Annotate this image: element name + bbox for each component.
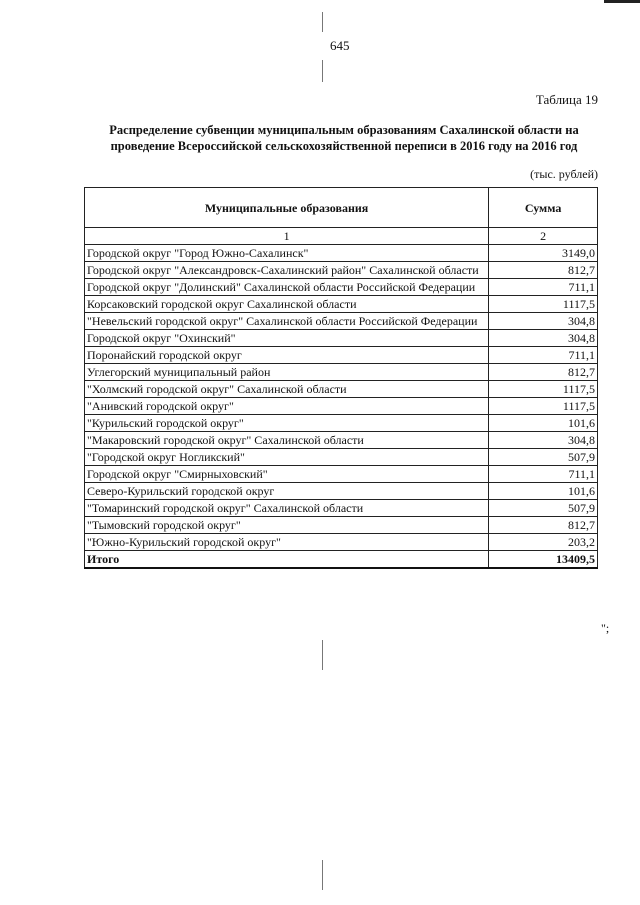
table-row xyxy=(85,381,598,398)
amount-value: 507,9 xyxy=(489,449,598,466)
amount-value: 711,1 xyxy=(489,347,598,364)
amount-value: 1117,5 xyxy=(489,296,598,313)
municipality-name: Северо-Курильский городской округ xyxy=(85,483,489,500)
table-row xyxy=(85,296,598,313)
table-header-row xyxy=(85,188,598,228)
municipality-name: Городской округ "Долинский" Сахалинской области Российской Федерации xyxy=(85,279,489,296)
document-title xyxy=(84,122,604,154)
table-row xyxy=(85,500,598,517)
table-body xyxy=(85,245,598,551)
total-row xyxy=(85,551,598,569)
amount-value: 304,8 xyxy=(489,313,598,330)
total-amount: 13409,5 xyxy=(489,551,598,569)
amount-value: 304,8 xyxy=(489,432,598,449)
table-row xyxy=(85,245,598,262)
table-row xyxy=(85,330,598,347)
column-number-1: 1 xyxy=(85,228,489,245)
page-number: 645 xyxy=(330,38,350,53)
header-municipalities: Муниципальные образования xyxy=(85,188,489,228)
amount-value: 812,7 xyxy=(489,364,598,381)
scan-artifact-line xyxy=(322,60,323,82)
total-label: Итого xyxy=(85,551,489,569)
municipality-name: Городской округ "Смирныховский" xyxy=(85,466,489,483)
table-row xyxy=(85,313,598,330)
table-row xyxy=(85,347,598,364)
amount-value: 1117,5 xyxy=(489,398,598,415)
table-row xyxy=(85,279,598,296)
header-amount: Сумма xyxy=(489,188,598,228)
table-row xyxy=(85,534,598,551)
municipality-name: Городской округ "Город Южно-Сахалинск" xyxy=(85,245,489,262)
column-number-2: 2 xyxy=(489,228,598,245)
scan-corner-mark xyxy=(604,0,640,3)
table-row xyxy=(85,466,598,483)
table-row xyxy=(85,517,598,534)
amount-value: 507,9 xyxy=(489,500,598,517)
table-row xyxy=(85,398,598,415)
amount-value: 1117,5 xyxy=(489,381,598,398)
amount-value: 101,6 xyxy=(489,415,598,432)
municipality-name: "Холмский городской округ" Сахалинской области xyxy=(85,381,489,398)
table-row xyxy=(85,432,598,449)
amount-value: 812,7 xyxy=(489,262,598,279)
municipality-name: "Курильский городской округ" xyxy=(85,415,489,432)
amount-value: 304,8 xyxy=(489,330,598,347)
municipality-name: Городской округ "Александровск-Сахалинский район" Сахалинской области xyxy=(85,262,489,279)
amount-value: 203,2 xyxy=(489,534,598,551)
municipality-name: Корсаковский городской округ Сахалинской области xyxy=(85,296,489,313)
scan-artifact-line xyxy=(322,860,323,890)
subvention-table xyxy=(84,187,598,569)
table-row xyxy=(85,415,598,432)
amount-value: 101,6 xyxy=(489,483,598,500)
municipality-name: Углегорский муниципальный район xyxy=(85,364,489,381)
scan-artifact-line xyxy=(322,12,323,32)
municipality-name: "Городской округ Ногликский" xyxy=(85,449,489,466)
table-label: Таблица 19 xyxy=(535,92,598,107)
scan-artifact-line xyxy=(322,640,323,670)
municipality-name: "Макаровский городской округ" Сахалинской области xyxy=(85,432,489,449)
municipality-name: "Томаринский городской округ" Сахалинской области xyxy=(85,500,489,517)
municipality-name: "Невельский городской округ" Сахалинской области Российской Федерации xyxy=(85,313,489,330)
trailing-quote-mark: "; xyxy=(601,621,610,635)
column-number-row xyxy=(85,228,598,245)
title-line-2: проведение Всероссийской сельскохозяйственной переписи в 2016 году на 2016 год xyxy=(110,139,578,153)
table-row xyxy=(85,449,598,466)
amount-value: 711,1 xyxy=(489,279,598,296)
title-line-1: Распределение субвенции муниципальным образованиям Сахалинской области на xyxy=(109,123,579,137)
table-row xyxy=(85,483,598,500)
table-row xyxy=(85,364,598,381)
table-row xyxy=(85,262,598,279)
amount-value: 812,7 xyxy=(489,517,598,534)
municipality-name: Городской округ "Охинский" xyxy=(85,330,489,347)
municipality-name: Поронайский городской округ xyxy=(85,347,489,364)
amount-value: 3149,0 xyxy=(489,245,598,262)
municipality-name: "Южно-Курильский городской округ" xyxy=(85,534,489,551)
amount-value: 711,1 xyxy=(489,466,598,483)
units-label: (тыс. рублей) xyxy=(530,167,598,181)
municipality-name: "Анивский городской округ" xyxy=(85,398,489,415)
municipality-name: "Тымовский городской округ" xyxy=(85,517,489,534)
